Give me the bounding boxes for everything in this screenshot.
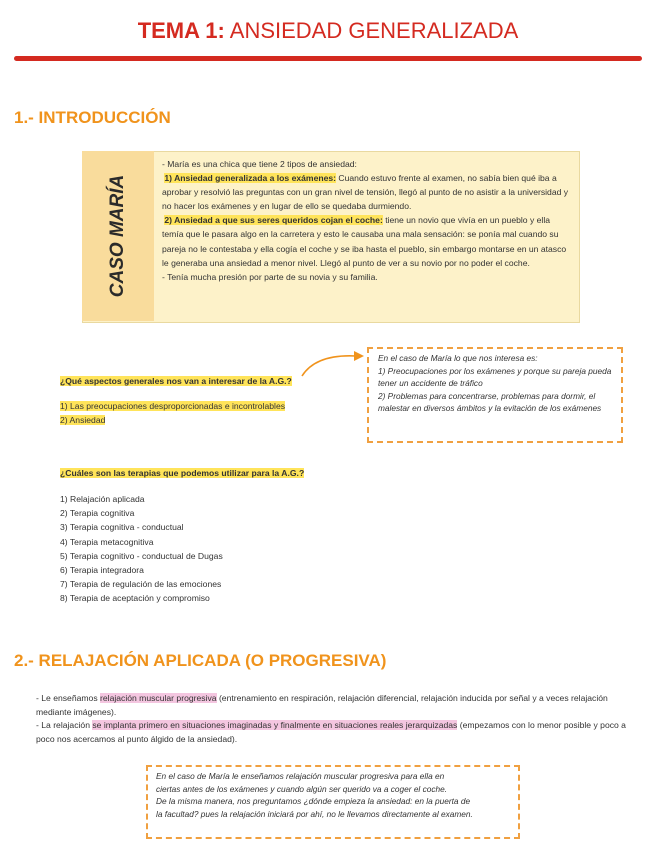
question-aspects-text: ¿Qué aspectos generales nos van a interesar de la A.G.? bbox=[60, 376, 292, 386]
p1-start: - Le enseñamos bbox=[36, 693, 101, 703]
therapy-item: 1) Relajación aplicada bbox=[60, 494, 145, 504]
therapy-item: 3) Terapia cognitiva - conductual bbox=[60, 522, 184, 533]
therapy-item: 8) Terapia de aceptación y compromiso bbox=[60, 593, 210, 604]
callout-line-3: 2) Problemas para concentrarse, problemas para dormir, el malestar en diversos ámbitos y la evitación de los exámenes bbox=[378, 390, 602, 414]
case-label bbox=[82, 151, 154, 321]
therapy-item: 2) Terapia cognitiva bbox=[60, 508, 135, 519]
question-aspects bbox=[60, 374, 292, 388]
therapies-list bbox=[60, 492, 223, 606]
p2-highlight: se implanta primero en situaciones imaginadas y finalmente en situaciones reales jerarquizadas bbox=[92, 720, 458, 731]
therapy-item: 7) Terapia de regulación de las emociones bbox=[60, 579, 222, 590]
maria-callout-text bbox=[378, 352, 618, 415]
case-description bbox=[162, 157, 570, 284]
answer-2-text: 2) Ansiedad bbox=[60, 415, 106, 425]
section-heading-relajacion: 2.- RELAJACIÓN APLICADA (O PROGRESIVA) bbox=[14, 651, 387, 670]
title-underline bbox=[14, 56, 642, 61]
question-therapies bbox=[60, 466, 304, 480]
case-point-2-highlight: 2) Ansiedad a que sus seres queridos cojan el coche: bbox=[164, 215, 383, 226]
arrow-icon bbox=[298, 346, 378, 380]
callout2-line-2: ciertas antes de los exámenes y cuando algún ser querido va a coger el coche. bbox=[156, 783, 448, 794]
title-text: ANSIEDAD GENERALIZADA bbox=[224, 18, 519, 43]
therapy-item: 4) Terapia metacognitiva bbox=[60, 536, 154, 547]
document-title bbox=[0, 18, 656, 44]
answer-2 bbox=[60, 413, 105, 427]
callout2-line-1: En el caso de María le enseñamos relajación muscular progresiva para ella en bbox=[156, 771, 445, 781]
case-point-3: - Tenía mucha presión por parte de su novia y su familia. bbox=[162, 271, 378, 282]
callout-line-2: 1) Preocupaciones por los exámenes y porque su pareja pueda tener un accidente de tráfico bbox=[378, 365, 612, 389]
maria-relajacion-callout-text bbox=[156, 770, 516, 820]
case-point-1 bbox=[162, 171, 570, 213]
title-prefix: TEMA 1: bbox=[137, 18, 225, 43]
p2-end: (empezamos con lo menor posible y poco a poco nos acercamos al punto álgido de la ansiedad). bbox=[36, 720, 626, 744]
relajacion-paragraph-2 bbox=[36, 719, 642, 746]
relajacion-paragraph-1 bbox=[36, 692, 642, 719]
case-point-1-text: Cuando estuvo frente al examen, no sabía bien qué iba a aprobar y resolvió las preguntas con un gran nivel de tensión, llegó al punto de no asistir a la universidad y no hacer los exámenes y en lugar de ello se quedaba durmiendo. bbox=[162, 173, 569, 212]
callout-line-1: En el caso de María lo que nos interesa es: bbox=[378, 353, 538, 363]
section-heading-introduccion: 1.- INTRODUCCIÓN bbox=[14, 108, 171, 127]
therapy-item: 5) Terapia cognitivo - conductual de Dugas bbox=[60, 550, 223, 561]
question-therapies-text: ¿Cuáles son las terapias que podemos utilizar para la A.G.? bbox=[60, 468, 305, 478]
p1-highlight: relajación muscular progresiva bbox=[100, 693, 217, 703]
case-label-text: CASO MARÍA bbox=[107, 174, 129, 298]
answer-1 bbox=[60, 399, 285, 413]
case-point-1-highlight: 1) Ansiedad generalizada a los exámenes: bbox=[164, 173, 337, 184]
p1-end: (entrenamiento en respiración, relajación diferencial, relajación inducida por señal y a veces relajación mediante imágenes). bbox=[36, 693, 608, 717]
answer-1-text: 1) Las preocupaciones desproporcionadas e incontrolables bbox=[60, 401, 286, 411]
case-point-2-text: tiene un novio que vivía en un pueblo y ella temía que le pasara algo en la carretera y esto le causaba una mala sensación: se ponía mal cuando su pareja no le contestaba y ella cogía el coche y se iba hasta el pueblo, sin embargo montarse en un atasco le generaba una ansiedad a menor nivel. Llegó al punto de ver a su novio por no poder el coche. bbox=[162, 215, 567, 268]
callout2-line-3: De la misma manera, nos preguntamos ¿dónde empieza la ansiedad: en la puerta de bbox=[156, 796, 471, 807]
case-point-2 bbox=[162, 213, 570, 269]
therapy-item: 6) Terapia integradora bbox=[60, 565, 144, 576]
p2-start: - La relajación bbox=[36, 720, 93, 731]
callout2-line-4: la facultad? pues la relajación iniciará por ahí, no le llevamos directamente al examen. bbox=[156, 808, 473, 819]
relajacion-body bbox=[36, 692, 642, 746]
case-intro: - María es una chica que tiene 2 tipos de ansiedad: bbox=[162, 159, 357, 169]
